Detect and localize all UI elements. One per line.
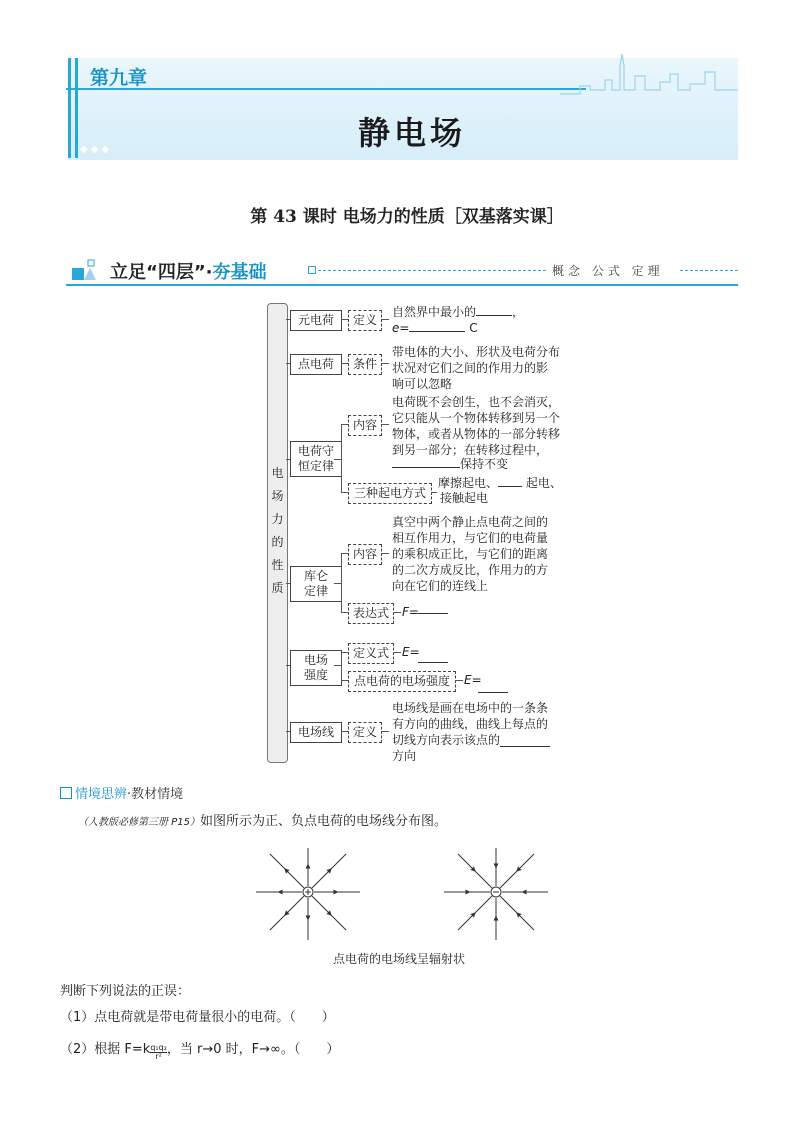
unit: C (469, 321, 478, 335)
charge-conservation-text: 电荷既不会创生，也不会消灭， 它只能从一个物体转移到另一个 物体，或者从物体的一部分转移 到另一部分；在转移过程中， (392, 395, 561, 457)
answer-blank[interactable] (409, 331, 465, 332)
scene-heading (60, 783, 183, 802)
connector (334, 459, 341, 460)
connector (381, 319, 389, 320)
text: F= (402, 605, 419, 619)
section-dash (318, 270, 546, 271)
field-definition-formula: E= (402, 645, 420, 659)
fraction-denominator: r² (150, 1052, 167, 1061)
section-icon (70, 258, 104, 284)
section-title (110, 258, 267, 284)
point-charge-field-formula: E= (464, 673, 482, 687)
root-char: 力 (271, 512, 284, 526)
figure-caption: 点电荷的电场线呈辐射状 (332, 952, 465, 966)
chapter-title: 静电场 (357, 114, 466, 152)
q2-prefix: （2）根据 F=k (60, 1042, 151, 1057)
connector (341, 680, 348, 681)
label-expression: 表达式 (348, 603, 394, 624)
scene-heading-main: 情境思辨 (75, 787, 128, 802)
connector (334, 665, 341, 666)
label-condition: 条件 (348, 354, 382, 375)
charge-conservation-end (392, 456, 508, 472)
connector (341, 652, 342, 680)
scene-intro (78, 810, 447, 829)
field-line-text: 电场线是画在电场中的一条条 有方向的曲线，曲线上每点的 切线方向表示该点的 (392, 701, 549, 747)
node-elementary-charge: 元电荷 (290, 310, 342, 331)
answer-blank[interactable] (478, 692, 508, 693)
fraction-numerator: q₁q₂ (150, 1043, 167, 1052)
root-char: 的 (271, 535, 284, 549)
connector (381, 424, 389, 425)
section-dash-2 (680, 270, 738, 271)
three-ways-text-2: 接触起电 (440, 491, 489, 505)
answer-blank[interactable] (418, 613, 448, 614)
mindmap-root-label (267, 462, 288, 600)
text: 摩擦起电、 (438, 476, 499, 490)
node-point-charge: 点电荷 (290, 354, 342, 375)
answer-blank[interactable] (500, 746, 550, 747)
text: e= (392, 321, 410, 335)
q2-suffix: ，当 r→0 时，F→∞。（ ） (166, 1042, 340, 1057)
connector (431, 492, 437, 493)
connector (381, 731, 389, 732)
label-content: 内容 (348, 415, 382, 436)
chapter-label: 第九章 (90, 67, 148, 89)
connector (341, 424, 348, 425)
section-title-part1: 立足“四层”· (110, 262, 213, 283)
connector (381, 553, 389, 554)
label-point-charge-field: 点电荷的电场强度 (348, 671, 456, 692)
connector (334, 583, 341, 584)
connector (341, 553, 348, 554)
connector (393, 612, 401, 613)
lesson-title: 第 43 课时 电场力的性质［双基落实课］ (250, 207, 564, 227)
point-charge-text: 带电体的大小、形状及电荷分布 状况对它们之间的作用力的影 响可以忽略 (392, 345, 561, 391)
scene-heading-tail: ·教材情境 (127, 787, 184, 802)
field-line-end: 方向 (392, 749, 417, 763)
scene-source: （人教版必修第三册 P15） (78, 817, 200, 828)
elementary-charge-text-1: 自然界中最小的 ， (392, 305, 525, 319)
coulomb-expression (402, 604, 419, 620)
positive-charge-field-diagram (252, 846, 364, 942)
label-definition: 定义 (348, 722, 382, 743)
node-charge-conservation: 电荷守 恒定律 (290, 441, 342, 477)
label-definition-formula: 定义式 (348, 643, 394, 664)
connector (341, 612, 348, 613)
connector (393, 652, 401, 653)
connector (381, 363, 389, 364)
connector (455, 680, 463, 681)
three-ways-text-1 (438, 475, 562, 491)
node-field-line: 电场线 (290, 722, 342, 743)
elementary-charge-text-2 (392, 320, 478, 336)
answer-blank[interactable] (418, 662, 448, 663)
question-1: （1）点电荷就是带电荷量很小的电荷。（ ） (60, 1010, 335, 1025)
text: 自然界中最小的 (392, 305, 477, 319)
root-char: 性 (271, 558, 284, 572)
node-coulomb-law: 库仑 定律 (290, 566, 342, 602)
connector (341, 363, 348, 364)
label-three-ways: 三种起电方式 (348, 483, 432, 504)
connector (341, 492, 348, 493)
judge-instruction: 判断下列说法的正误： (60, 984, 191, 999)
root-char: 电 (271, 466, 284, 480)
text: 起电、 (525, 476, 562, 490)
section-tags: 概念 公式 定理 (552, 264, 664, 278)
connector (341, 424, 342, 492)
answer-blank[interactable] (498, 486, 522, 487)
scene-intro-text: 如图所示为正、负点电荷的电场线分布图。 (199, 814, 447, 829)
square-icon (60, 787, 72, 799)
question-2 (60, 1038, 339, 1061)
answer-blank[interactable] (476, 315, 512, 316)
text: 保持不变 (460, 457, 509, 471)
root-char: 场 (271, 489, 284, 503)
connector (341, 553, 342, 612)
label-definition: 定义 (348, 310, 382, 331)
node-field-strength: 电场 强度 (290, 650, 342, 686)
skyline-illustration (560, 46, 740, 96)
fraction (150, 1044, 167, 1061)
label-content: 内容 (348, 544, 382, 565)
negative-charge-field-diagram (440, 846, 552, 942)
connector (341, 731, 348, 732)
section-title-part2: 夯基础 (212, 262, 267, 283)
diamond-decoration: ◆◆◆ (80, 144, 113, 155)
connector (341, 319, 348, 320)
section-underline (66, 284, 738, 286)
section-square-icon (308, 266, 316, 274)
coulomb-law-text: 真空中两个静止点电荷之间的 相互作用力，与它们的电荷量 的乘积成正比，与它们的距离 的二次方成反比，作用力的方 向在它们的连线上 (392, 515, 549, 593)
answer-blank[interactable] (392, 467, 460, 468)
connector (341, 652, 348, 653)
root-char: 质 (271, 581, 284, 595)
